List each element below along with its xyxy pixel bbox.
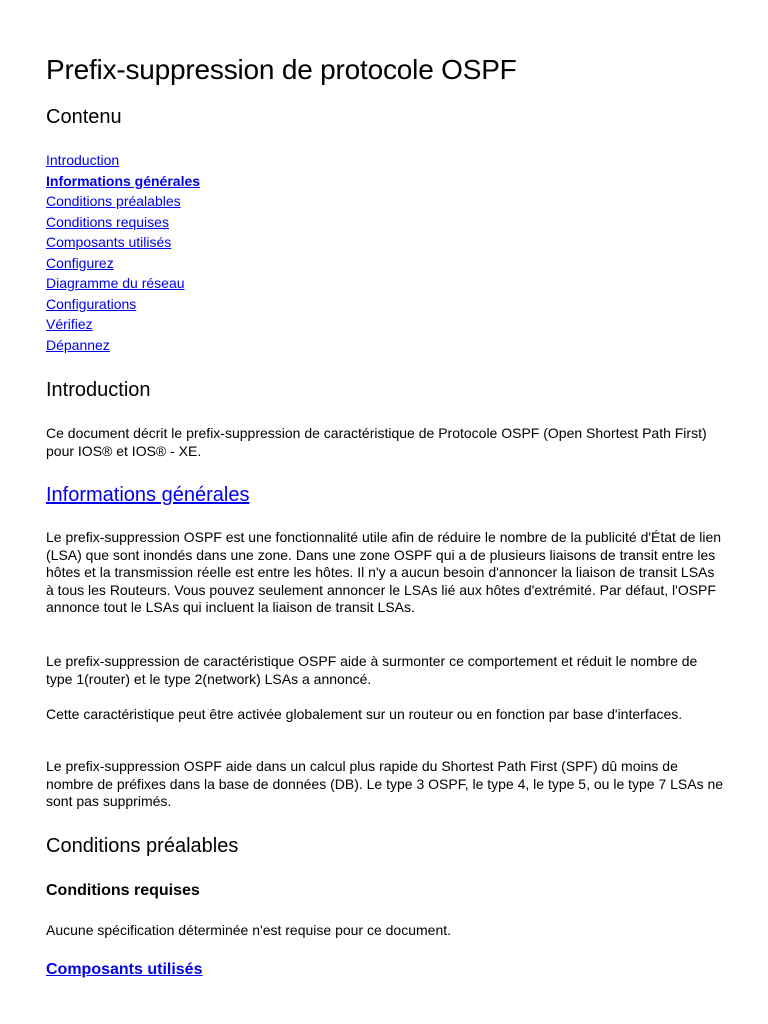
toc-item (46, 273, 200, 294)
section-heading-conditions-prealables: Conditions préalables (46, 835, 239, 857)
toc-item (46, 314, 200, 335)
toc-item (46, 171, 200, 192)
subsection-heading-conditions-requises: Conditions requises (46, 882, 200, 899)
toc-heading: Contenu (46, 106, 122, 128)
toc-item (46, 253, 200, 274)
toc-link-introduction[interactable]: Introduction (46, 152, 120, 168)
toc-link-diagramme-du-reseau[interactable]: Diagramme du réseau (46, 275, 185, 291)
toc-item (46, 191, 200, 212)
composants-utilises-anchor[interactable]: Composants utilisés (46, 961, 203, 978)
introduction-text: Ce document décrit le prefix-suppression de caractéristique de Protocole OSPF (Open Shortest Path First) pour IOS® et IOS® - XE. (46, 425, 707, 459)
table-of-contents (46, 150, 200, 355)
background-paragraph-1: Le prefix-suppression OSPF est une fonctionnalité utile afin de réduire le nombre de la publicité d'État de lien (LSA) que sont inondés dans une zone. Dans une zone OSPF qui a de plusieurs liaisons de transit entre les hôtes et la transmission réelle est entre les hôtes. Il n'y a aucun besoin d'annoncer la liaison de transit LSAs à tous les Routeurs. Vous pouvez seulement annoncer le LSAs lié aux hôtes d'extrémité. Par défaut, l'OSPF annonce tout le LSAs qui incluent la liaison de transit LSAs. (46, 529, 722, 615)
toc-item (46, 212, 200, 233)
background-paragraph-3: Cette caractéristique peut être activée globalement sur un routeur ou en fonction par base d'interfaces. (46, 706, 683, 722)
toc-item (46, 150, 200, 171)
toc-link-depannez[interactable]: Dépannez (46, 336, 110, 353)
toc-link-configurations[interactable]: Configurations (46, 295, 137, 312)
toc-item (46, 335, 200, 356)
toc-link-conditions-prealables[interactable]: Conditions préalables (46, 193, 181, 209)
toc-link-configurez[interactable]: Configurez (46, 254, 114, 271)
toc-link-conditions-requises[interactable]: Conditions requises (46, 213, 169, 230)
toc-link-composants-utilises[interactable]: Composants utilisés (46, 234, 172, 250)
informations-generales-anchor[interactable]: Informations générales (46, 484, 250, 506)
section-heading-informations-generales (46, 484, 249, 507)
toc-link-verifiez[interactable]: Vérifiez (46, 316, 93, 332)
toc-item (46, 232, 200, 253)
toc-link-informations-generales[interactable]: Informations générales (46, 172, 201, 189)
background-paragraph-2: Le prefix-suppression de caractéristique OSPF aide à surmonter ce comportement et réduit le nombre de type 1(router) et le type 2(network) LSAs a annoncé. (46, 653, 698, 687)
background-paragraph-4: Le prefix-suppression OSPF aide dans un calcul plus rapide du Shortest Path First (SPF) dû moins de nombre de préfixes dans la base de données (DB). Le type 3 OSPF, le type 4, le type 5, ou le type 7 LSAs ne sont pas supprimés. (46, 758, 724, 809)
toc-item (46, 294, 200, 315)
subsection-heading-composants-utilises (46, 961, 202, 979)
section-heading-introduction: Introduction (46, 379, 151, 401)
page-title: Prefix-suppression de protocole OSPF (46, 54, 517, 85)
requirements-text: Aucune spécification déterminée n'est requise pour ce document. (46, 922, 452, 938)
